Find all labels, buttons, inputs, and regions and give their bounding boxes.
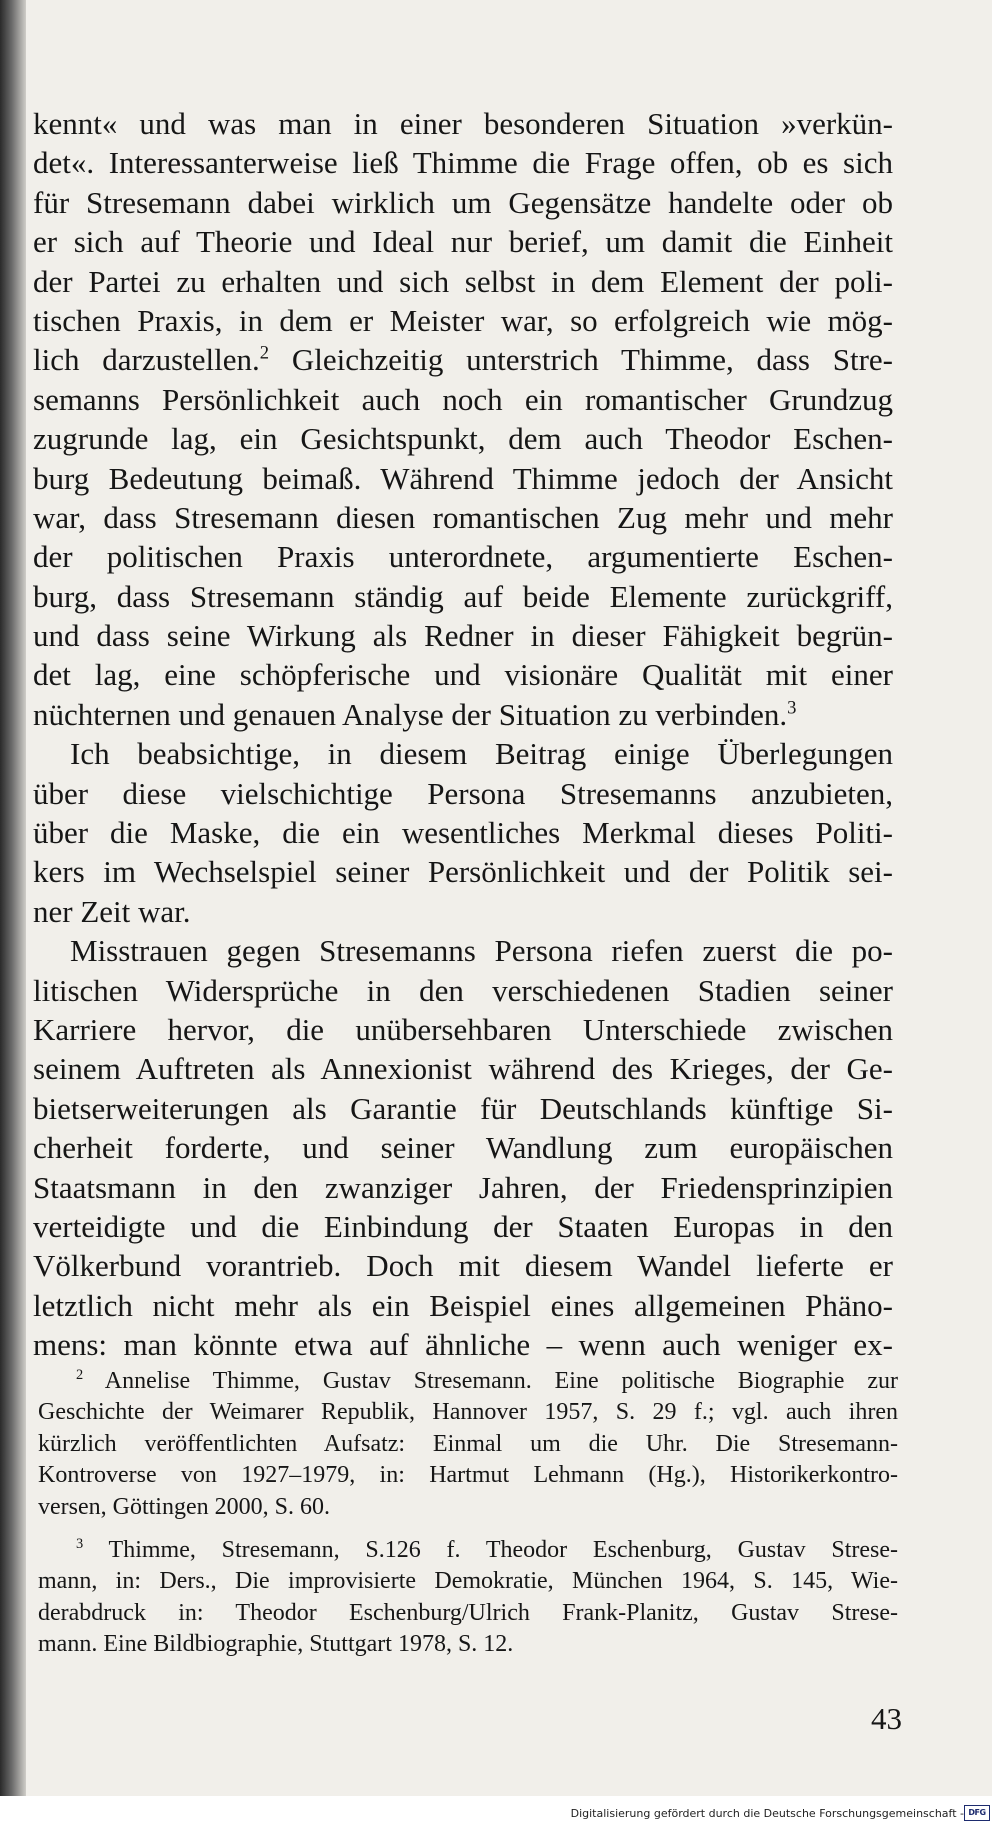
paragraph-start-line: Misstrauen gegen Stresemanns Persona riefen zuerst die po- <box>70 933 893 969</box>
text-line: det«. Interessanterweise ließ Thimme die Frage offen, ob es sich <box>33 145 893 181</box>
text-line: tischen Praxis, in dem er Meister war, so erfolgreich wie mög- <box>33 302 893 338</box>
text-line: ner Zeit war. <box>33 893 191 929</box>
text-line: zugrunde lag, ein Gesichtspunkt, dem auch Theodor Eschen- <box>33 421 893 457</box>
text-line: kennt« und was man in einer besonderen Situation »verkün- <box>33 106 893 141</box>
text-line: semanns Persönlichkeit auch noch ein romantischer Grundzug <box>33 381 893 417</box>
footnote-ref-2: 2 <box>259 343 270 365</box>
text-line: kers im Wechselspiel seiner Persönlichkeit und der Politik sei- <box>33 854 893 890</box>
text-segment: nüchternen und genauen Analyse der Situation zu verbinden. <box>33 696 788 732</box>
footnote-line: mann. Eine Bildbiographie, Stuttgart 1978, S. 12. <box>38 1631 514 1658</box>
text-line: war, dass Stresemann diesen romantischen Zug mehr und mehr <box>33 499 893 535</box>
footnote-line: versen, Göttingen 2000, S. 60. <box>38 1493 330 1520</box>
text-line: litischen Widersprüche in den verschiedenen Stadien seiner <box>33 972 893 1008</box>
footnote-number-3: 3 <box>76 1535 84 1552</box>
text-line: verteidigte und die Einbindung der Staaten Europas in den <box>33 1208 893 1244</box>
text-segment: Thimme, Stresemann, S.126 f. Theodor Eschenburg, Gustav Strese- <box>83 1536 898 1563</box>
text-line: letztlich nicht mehr als ein Beispiel eines allgemeinen Phäno- <box>33 1287 893 1323</box>
text-line: der politischen Praxis unterordnete, argumentierte Eschen- <box>33 539 893 575</box>
text-line: bietserweiterungen als Garantie für Deutschlands künftige Si- <box>33 1090 893 1126</box>
text-segment: Annelise Thimme, Gustav Stresemann. Eine politische Biographie zur <box>83 1368 898 1394</box>
text-line: Karriere hervor, die unübersehbaren Unterschiede zwischen <box>33 1011 893 1047</box>
footnote-line: mann, in: Ders., Die improvisierte Demokratie, München 1964, S. 145, Wie- <box>38 1568 898 1595</box>
text-segment: lich darzustellen. <box>33 342 260 378</box>
footnote-gap <box>38 1523 898 1535</box>
footnote-line: Kontroverse von 1927–1979, in: Hartmut Lehmann (Hg.), Historikerkontro- <box>38 1462 898 1489</box>
footnote-line <box>38 1535 898 1566</box>
text-line: burg, dass Stresemann ständig auf beide Elemente zurückgriff, <box>33 578 893 614</box>
spine-shadow <box>0 0 26 1828</box>
page-edge <box>992 0 1000 1828</box>
text-line <box>33 340 893 379</box>
text-line: seinem Auftreten als Annexionist während des Krieges, der Ge- <box>33 1051 893 1087</box>
footnotes <box>38 1366 898 1661</box>
text-line: der Partei zu erhalten und sich selbst in dem Element der poli- <box>33 263 893 299</box>
dfg-logo: DFG <box>964 1805 990 1821</box>
digitization-credit: Digitalisierung gefördert durch die Deutsche Forschungsgemeinschaft - <box>570 1807 964 1820</box>
footnote-line: kürzlich veröffentlichten Aufsatz: Einmal um die Uhr. Die Stresemann- <box>38 1430 898 1457</box>
text-line: und dass seine Wirkung als Redner in dieser Fähigkeit begrün- <box>33 618 893 654</box>
text-segment: Gleichzeitig unterstrich Thimme, dass Stre- <box>269 342 893 378</box>
text-line: Staatsmann in den zwanziger Jahren, der Friedensprinzipien <box>33 1169 893 1205</box>
text-line: det lag, eine schöpferische und visionäre Qualität mit einer <box>33 657 893 693</box>
text-line: cherheit forderte, und seiner Wandlung zum europäischen <box>33 1130 893 1166</box>
body-text <box>33 104 893 1365</box>
page-number: 43 <box>871 1701 902 1736</box>
text-line: für Stresemann dabei wirklich um Gegensätze handelte oder ob <box>33 184 893 220</box>
text-line: mens: man könnte etwa auf ähnliche – wenn auch weniger ex- <box>33 1327 893 1363</box>
footnote-line: Geschichte der Weimarer Republik, Hannover 1957, S. 29 f.; vgl. auch ihren <box>38 1399 898 1426</box>
text-line <box>33 695 893 734</box>
text-line: über die Maske, die ein wesentliches Merkmal dieses Politi- <box>33 815 893 851</box>
text-line: über diese vielschichtige Persona Stresemanns anzubieten, <box>33 775 893 811</box>
footnote-line <box>38 1366 898 1397</box>
text-line: er sich auf Theorie und Ideal nur berief, um damit die Einheit <box>33 224 893 260</box>
paragraph-start-line: Ich beabsichtige, in diesem Beitrag einige Überlegungen <box>70 736 893 772</box>
footnote-line: derabdruck in: Theodor Eschenburg/Ulrich Frank-Planitz, Gustav Strese- <box>38 1599 898 1626</box>
text-line: burg Bedeutung beimaß. Während Thimme jedoch der Ansicht <box>33 460 893 496</box>
footnote-number-2: 2 <box>76 1367 84 1383</box>
footnote-ref-3: 3 <box>787 697 797 719</box>
text-line: Völkerbund vorantrieb. Doch mit diesem Wandel lieferte er <box>33 1248 893 1284</box>
